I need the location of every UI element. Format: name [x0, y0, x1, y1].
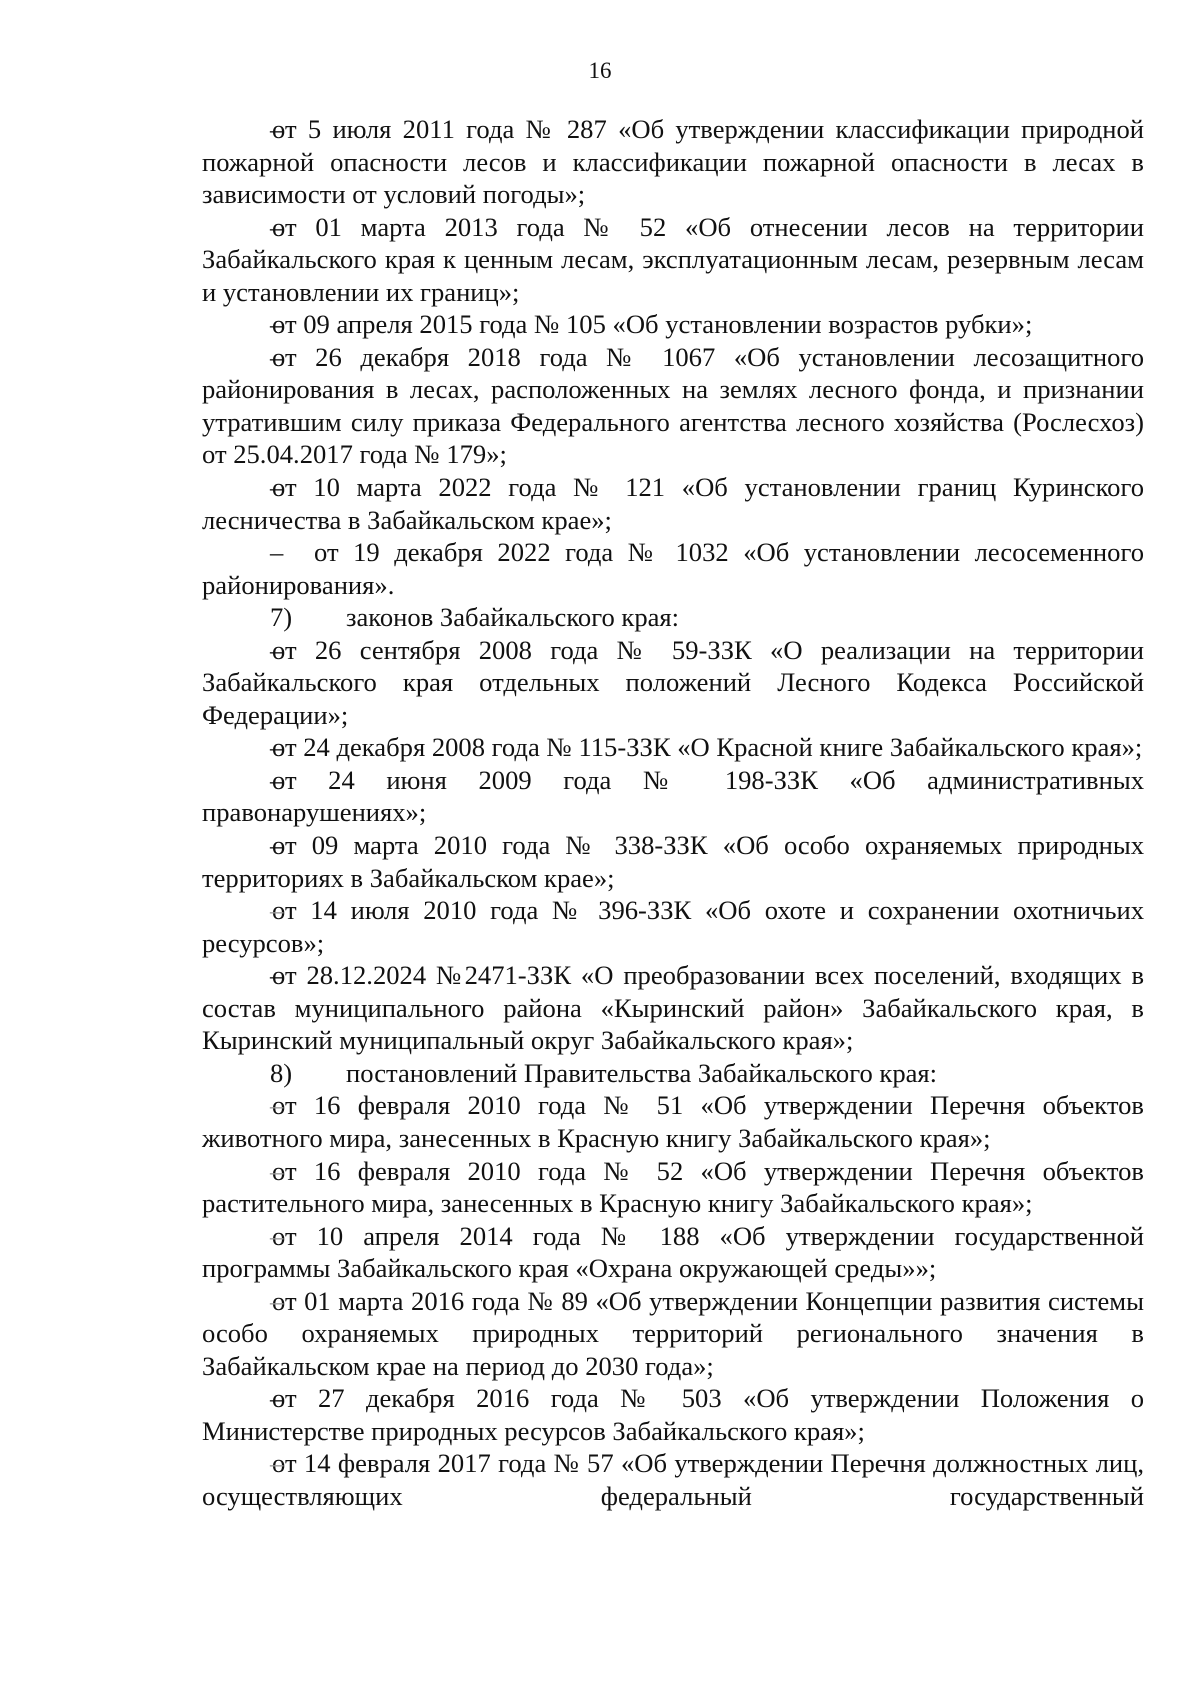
- numbered-item: [202, 1057, 1144, 1090]
- list-item: – от 5 июля 2011 года № 287 «Об утверждении классификации природной пожарной опасности лесов и классификации пожарной опасности в лесах в зависимости от условий погоды»;: [202, 113, 1144, 211]
- list-item: – от 19 декабря 2022 года № 1032 «Об установлении лесосеменного районирования».: [202, 536, 1144, 601]
- list-item: – от 16 февраля 2010 года № 51 «Об утверждении Перечня объектов животного мира, занесенных в Красную книгу Забайкальского края»;: [202, 1089, 1144, 1154]
- document-body: [202, 113, 1144, 1513]
- list-item: – от 24 июня 2009 года № 198-ЗЗК «Об административных правонарушениях»;: [202, 764, 1144, 829]
- list-item: – от 27 декабря 2016 года № 503 «Об утверждении Положения о Министерстве природных ресурсов Забайкальского края»;: [202, 1382, 1144, 1447]
- list-item: – от 01 марта 2016 года № 89 «Об утверждении Концепции развития системы особо охраняемых природных территорий регионального значения в Забайкальском крае на период до 2030 года»;: [202, 1285, 1144, 1383]
- list-item: – от 24 декабря 2008 года № 115-ЗЗК «О Красной книге Забайкальского края»;: [202, 731, 1144, 764]
- item-number: 7): [270, 602, 293, 633]
- page-number: 16: [588, 58, 612, 83]
- list-item: – от 09 марта 2010 года № 338-ЗЗК «Об особо охраняемых природных территориях в Забайкальском крае»;: [202, 829, 1144, 894]
- list-item: – от 28.12.2024 №2471-ЗЗК «О преобразовании всех поселений, входящих в состав муниципального района «Кыринский район» Забайкальского края, в Кыринский муниципальный округ Забайкальского края»;: [202, 959, 1144, 1057]
- list-item: – от 16 февраля 2010 года № 52 «Об утверждении Перечня объектов растительного мира, занесенных в Красную книгу Забайкальского края»;: [202, 1155, 1144, 1220]
- list-item: – от 10 марта 2022 года № 121 «Об установлении границ Куринского лесничества в Забайкальском крае»;: [202, 471, 1144, 536]
- list-item: – от 09 апреля 2015 года № 105 «Об установлении возрастов рубки»;: [202, 308, 1144, 341]
- list-item: – от 10 апреля 2014 года № 188 «Об утверждении государственной программы Забайкальского края «Охрана окружающей среды»»;: [202, 1220, 1144, 1285]
- list-item: – от 14 июля 2010 года № 396-ЗЗК «Об охоте и сохранении охотничьих ресурсов»;: [202, 894, 1144, 959]
- list-item: – от 01 марта 2013 года № 52 «Об отнесении лесов на территории Забайкальского края к ценным лесам, эксплуатационным лесам, резервным лесам и установлении их границ»;: [202, 211, 1144, 309]
- list-item: – от 26 сентября 2008 года № 59-ЗЗК «О реализации на территории Забайкальского края отдельных положений Лесного Кодекса Российской Федерации»;: [202, 634, 1144, 732]
- numbered-item-text: постановлений Правительства Забайкальского края:: [346, 1057, 938, 1088]
- numbered-item: [202, 601, 1144, 634]
- list-item: – от 26 декабря 2018 года № 1067 «Об установлении лесозащитного районирования в лесах, расположенных на землях лесного фонда, и признании утратившим силу приказа Федерального агентства лесного хозяйства (Рослесхоз) от 25.04.2017 года № 179»;: [202, 341, 1144, 471]
- list-item: – от 14 февраля 2017 года № 57 «Об утверждении Перечня должностных лиц, осуществляющих федеральный государственный: [202, 1447, 1144, 1512]
- numbered-item-text: законов Забайкальского края:: [346, 602, 680, 633]
- item-number: 8): [270, 1057, 293, 1088]
